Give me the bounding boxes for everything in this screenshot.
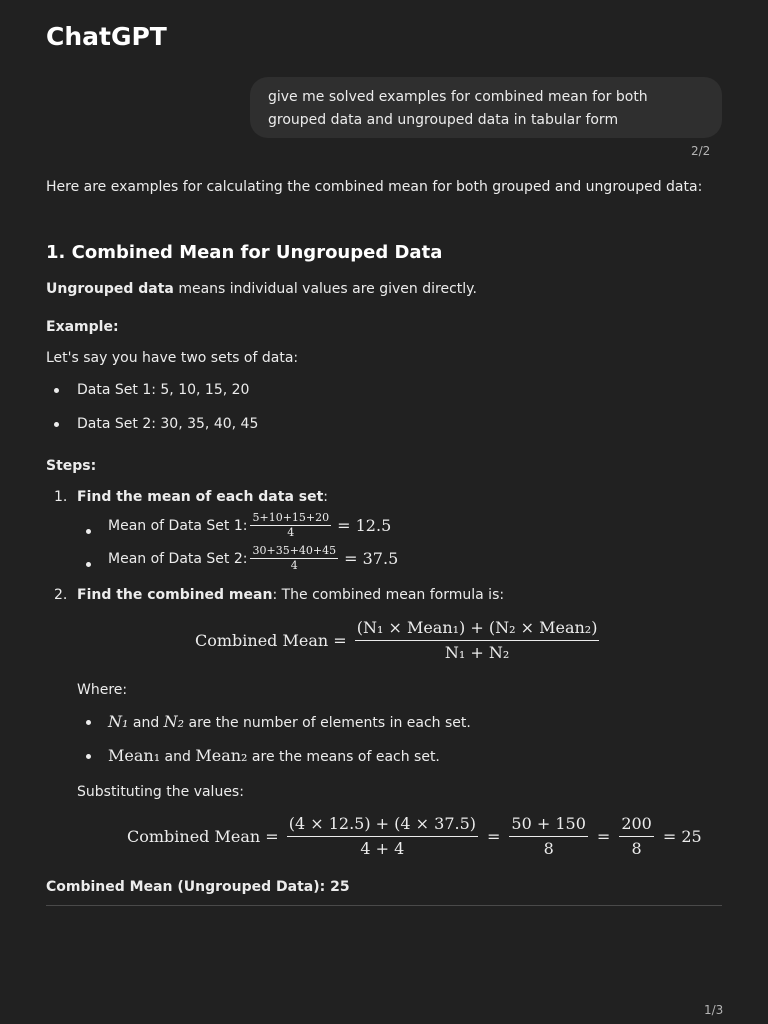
mean-2-line: [108, 545, 398, 572]
calc-fraction-1: [287, 813, 478, 860]
where-2-math: Mean₁: [108, 746, 161, 765]
formula-denominator: N₁ + N₂: [444, 643, 510, 662]
calc-result: = 25: [662, 827, 702, 846]
where-2-text: are the means of each set.: [247, 749, 440, 765]
combined-mean-calculation: [127, 813, 702, 860]
calc-fraction-2-denominator: 8: [543, 839, 554, 858]
ungrouped-term: Ungrouped data: [46, 281, 174, 297]
mean-1-line: [108, 512, 391, 539]
calc-fraction-3-denominator: 8: [631, 839, 642, 858]
bullet: [54, 422, 59, 427]
steps-label: Steps:: [46, 458, 97, 474]
section-heading-ungrouped: 1. Combined Mean for Ungrouped Data: [46, 242, 443, 263]
formula-fraction: [355, 617, 600, 664]
bullet: [54, 388, 59, 393]
where-1-and: and: [128, 715, 164, 731]
calc-fraction-1-numerator: (4 × 12.5) + (4 × 37.5): [287, 813, 478, 837]
combined-mean-formula: [195, 617, 602, 664]
step-2-number: 2.: [54, 587, 68, 603]
response-pager[interactable]: 1/3: [704, 1003, 724, 1017]
ungrouped-desc: means individual values are given directly.: [173, 281, 477, 297]
calc-fraction-1-denominator: 4 + 4: [360, 839, 405, 858]
mean-1-fraction: [250, 512, 331, 539]
step-1-title: Find the mean of each data set: [77, 489, 324, 505]
response-intro: Here are examples for calculating the combined mean for both grouped and ungrouped data:: [46, 179, 703, 195]
mean-2-numerator: 30+35+40+45: [252, 544, 337, 557]
app-title: ChatGPT: [46, 22, 167, 51]
calc-equals-1: =: [487, 827, 501, 846]
bullet: [86, 720, 91, 725]
mean-1-result: = 12.5: [337, 516, 392, 535]
calc-fraction-3-numerator: 200: [619, 813, 654, 837]
where-item-1: [108, 709, 471, 736]
mean-2-fraction: [250, 545, 338, 572]
step-2-title: Find the combined mean: [77, 587, 273, 603]
where-1-math2: N₂: [163, 712, 185, 731]
calc-fraction-3: [619, 813, 654, 860]
where-label: Where:: [77, 682, 128, 698]
where-1-math: N₁: [108, 712, 129, 731]
calc-equals-2: =: [596, 827, 611, 846]
calc-lhs: Combined Mean =: [127, 827, 279, 846]
where-item-2: [108, 743, 440, 770]
example-label: Example:: [46, 319, 119, 335]
formula-lhs: Combined Mean =: [195, 631, 347, 650]
where-2-math2: Mean₂: [195, 746, 248, 765]
calc-fraction-2: [509, 813, 587, 860]
formula-numerator: (N₁ × Mean₁) + (N₂ × Mean₂): [355, 617, 600, 641]
substituting-label: Substituting the values:: [77, 784, 244, 800]
data-set-1: Data Set 1: 5, 10, 15, 20: [77, 382, 250, 398]
calc-fraction-2-numerator: 50 + 150: [509, 813, 587, 837]
step-1: [77, 484, 328, 510]
ungrouped-definition: [46, 276, 477, 302]
bullet: [86, 754, 91, 759]
bullet: [86, 529, 91, 534]
where-2-and: and: [160, 749, 196, 765]
mean-2-label: Mean of Data Set 2:: [108, 550, 248, 567]
mean-2-result: = 37.5: [344, 549, 399, 568]
mean-1-denominator: 4: [287, 526, 295, 539]
message-pager[interactable]: 2/2: [691, 144, 711, 158]
bullet: [86, 562, 91, 567]
data-set-2: Data Set 2: 30, 35, 40, 45: [77, 416, 259, 432]
step-2: [77, 582, 504, 608]
step-1-number: 1.: [54, 489, 68, 505]
result-ungrouped: Combined Mean (Ungrouped Data): 25: [46, 879, 350, 895]
step-2-desc: : The combined mean formula is:: [272, 587, 505, 603]
mean-1-label: Mean of Data Set 1:: [108, 517, 248, 534]
where-1-text: are the number of elements in each set.: [184, 715, 471, 731]
mean-2-denominator: 4: [290, 559, 298, 572]
user-message-bubble: give me solved examples for combined mean for both grouped data and ungrouped data in tabular form: [250, 77, 722, 138]
divider: [46, 905, 722, 906]
mean-1-numerator: 5+10+15+20: [252, 511, 330, 524]
example-lead: Let's say you have two sets of data:: [46, 350, 299, 366]
step-1-colon: :: [323, 489, 329, 505]
